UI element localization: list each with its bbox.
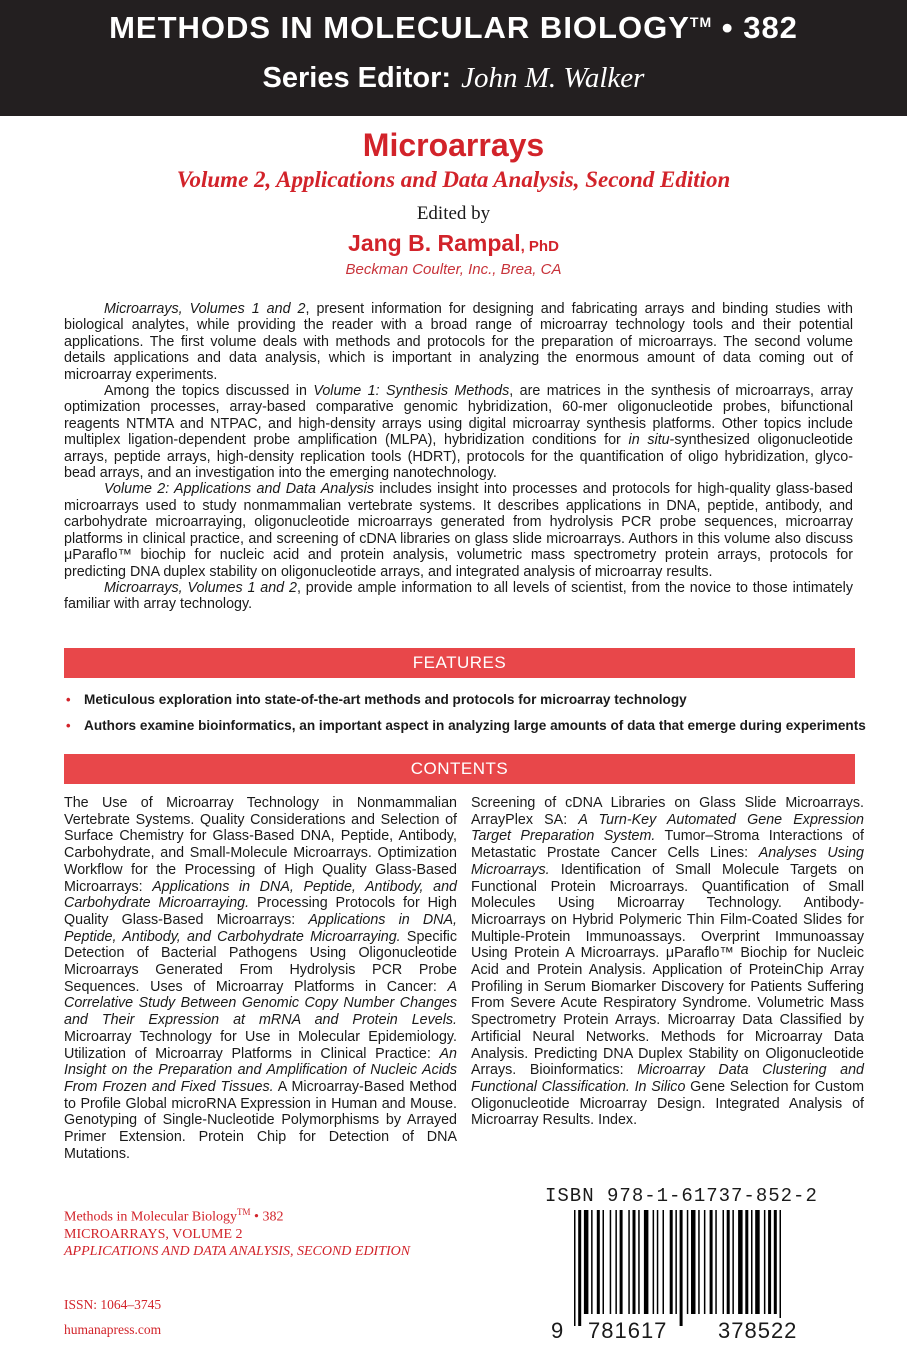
volume-line: MICROARRAYS, VOLUME 2 — [64, 1226, 243, 1242]
barcode-bar — [603, 1210, 605, 1314]
barcode-bar — [620, 1210, 623, 1314]
issn: ISSN: 1064–3745 — [64, 1297, 162, 1312]
barcode-bar — [584, 1210, 589, 1314]
description-paragraph: Microarrays, Volumes 1 and 2, provide ample information to all levels of scientist, from the novice to those intimately familiar with array technology. — [64, 579, 853, 613]
book-title: Microarrays — [362, 127, 545, 163]
series-editor: Series Editor: John M. Walker — [262, 62, 645, 94]
barcode-bar — [680, 1210, 683, 1326]
barcode-bar — [687, 1210, 689, 1314]
bullet-icon: • — [66, 692, 71, 707]
barcode-bar — [704, 1210, 706, 1314]
feature-item: • Meticulous exploration into state-of-the-art methods and protocols for microarray technology — [66, 692, 687, 707]
volume-editor: Jang B. Rampal, PhD — [348, 230, 559, 256]
editor-affiliation: Beckman Coulter, Inc., Brea, CA — [345, 261, 562, 278]
series-line: Methods in Molecular Biology™ • 382 — [64, 1207, 284, 1225]
barcode-bar — [591, 1210, 593, 1314]
barcode-bar — [653, 1210, 655, 1314]
series-title: METHODS IN MOLECULAR BIOLOGY™ • 382 — [109, 10, 798, 45]
barcode-bar — [780, 1210, 782, 1326]
description-paragraph: Microarrays, Volumes 1 and 2, present information for designing and fabricating arrays and binding studies with biological analytes, while providing the reader with a broad range of microarray technology tools and their potential applications. The first volume deals with methods and protocols for the preparation of microarrays. The second volume details applications and data analysis, which is important in analyzing the enormous amount of data coming out of microarray experiments. — [64, 301, 853, 383]
edition-line: APPLICATIONS AND DATA ANALYSIS, SECOND EDITION — [64, 1243, 411, 1259]
book-subtitle: Volume 2, Applications and Data Analysis, Second Edition — [176, 167, 731, 192]
barcode-bar — [578, 1210, 581, 1326]
barcode-bar — [727, 1210, 730, 1314]
bullet-icon: • — [66, 718, 71, 733]
contents-heading: CONTENTS — [64, 754, 855, 784]
barcode-bar — [774, 1210, 777, 1314]
barcode-bar — [755, 1210, 760, 1314]
description — [64, 301, 853, 613]
barcode-bar — [738, 1210, 743, 1314]
barcode-bar — [574, 1210, 576, 1326]
series-header — [0, 0, 907, 116]
barcode-bar — [644, 1210, 649, 1314]
description-paragraph: Volume 2: Applications and Data Analysis includes insight into processes and protocols for high-quality glass-based microarrays used to study nonmammalian vertebrate systems. It describes applications in DNA, peptide, antibody, and carbohydrate microarraying, oligonucleotide microarrays generated from hydrolysis PCR probe sequences, microarray platforms in clinical practice, and screening of cDNA libraries on glass slide microarrays. Authors in this volume also discuss μParaflo™ biochip for nucleic acid and protein analysis, volumetric mass spectrometry protein arrays, protocols for predicting DNA duplex stability on oligonucleotide arrays, and integrated analysis of microarray results. — [64, 481, 853, 580]
edited-by: Edited by — [416, 203, 491, 224]
barcode-bar — [745, 1210, 748, 1314]
barcode-bar — [698, 1210, 700, 1314]
barcode-bar — [751, 1210, 753, 1314]
barcode-bar — [675, 1210, 677, 1314]
barcode-bar — [657, 1210, 659, 1314]
publisher-url: humanapress.com — [64, 1322, 162, 1337]
barcode-bar — [633, 1210, 636, 1314]
barcode-bar — [732, 1210, 734, 1314]
barcode-bar — [764, 1210, 766, 1314]
barcode-bar — [723, 1210, 725, 1314]
barcode-bar — [663, 1210, 665, 1314]
barcode-bar — [610, 1210, 612, 1314]
barcode-bar — [670, 1210, 673, 1314]
contents-column-right: Screening of cDNA Libraries on Glass Slide Microarrays. ArrayPlex SA: A Turn-Key Automated Gene Expression Target Preparation System. Tumor–Stroma Interactions of Metastatic Prostate Cancer Cells Lines: Analyses Using Microarrays. Identification of Small Molecule Targets on Functional Protein Microarrays. Quantification of Small Molecules Using Microarray Technology. Antibody-Microarrays on Hybrid Polymeric Thin Film-Coated Slides for Multiple-Protein Immunoassays. Overprint Immunoassay Using Protein A Microarrays. μParaflo™ Biochip for Nucleic Acid and Protein Analysis. Application of ProteinChip Array Profiling in Serum Biomarker Discovery for Patients Suffering From Severe Acute Respiratory Syndrome. Volumetric Mass Spectrometry Protein Arrays. Microarray Data Classified by Artificial Neural Networks. Methods for Microarray Data Analysis. Predicting DNA Duplex Stability on Oligonucleotide Arrays. Bioinformatics: Microarray Data Clustering and Functional Classification. In Silico Gene Selection for Custom Oligonucleotide Microarray Design. Integrated Analysis of Microarray Results. Index. — [471, 795, 864, 1129]
barcode-bar — [628, 1210, 630, 1314]
features-heading: FEATURES — [64, 648, 855, 678]
features-list — [64, 692, 864, 744]
barcode-bar — [768, 1210, 771, 1314]
description-paragraph: Among the topics discussed in Volume 1: Synthesis Methods, are matrices in the synthesis of microarrays, array optimization processes, array-based comparative genomic hybridization, 60-mer oligonucleotide probes, bifunctional reagents NTMTA and NTPAC, and high-density arrays using digital microarray synthesis platforms. Other topics include multiplex ligation-dependent probe amplification (MLPA), hybridization conditions for in situ-synthesized oligonucleotide arrays, peptide arrays, high-density replication tools (HDRT), protocols for the quantification of oligo hybridization, glyco-bead arrays, and an investigation into the emerging nanotechnology. — [64, 383, 853, 482]
contents-column-left: The Use of Microarray Technology in Nonmammalian Vertebrate Systems. Quality Considerations and Selection of Surface Chemistry for Glass-Based DNA, Peptide, Antibody, Carbohydrate, and Small-Molecule Microarrays. Optimization Workflow for the Processing of High Quality Glass-Based Microarrays: Applications in DNA, Peptide, Antibody, and Carbohydrate Microarraying. Processing Protocols for High Quality Glass-Based Microarrays: Applications in DNA, Peptide, Antibody, and Carbohydrate Microarraying. Specific Detection of Bacterial Pathogens Using Oligonucleotide Microarrays Generated From Hydrolysis PCR Probe Sequences. Uses of Microarray Platforms in Cancer: A Correlative Study Between Genomic Copy Number Changes and Their Expression at mRNA and Protein Levels. Microarray Technology for Use in Molecular Epidemiology. Utilization of Microarray Platforms in Clinical Practice: An Insight on the Preparation and Amplification of Nucleic Acids From Frozen and Fixed Tissues. A Microarray-Based Method to Profile Global microRNA Expression in Human and Mouse. Genotyping of Single-Nucleotide Polymorphisms by Arrayed Primer Extension. Protein Chip for Detection of DNA Mutations. — [64, 795, 457, 1162]
barcode-bar — [710, 1210, 713, 1314]
barcode-bar — [615, 1210, 617, 1314]
barcode-bar — [638, 1210, 640, 1314]
barcode-bar — [597, 1210, 600, 1314]
barcode-bar — [715, 1210, 717, 1314]
series-info — [64, 1204, 410, 1260]
isbn-label: ISBN 978-1-61737-852-2 — [545, 1185, 818, 1207]
feature-item: • Authors examine bioinformatics, an important aspect in analyzing large amounts of data that emerge during experiments — [66, 718, 866, 733]
barcode-bar — [691, 1210, 696, 1314]
